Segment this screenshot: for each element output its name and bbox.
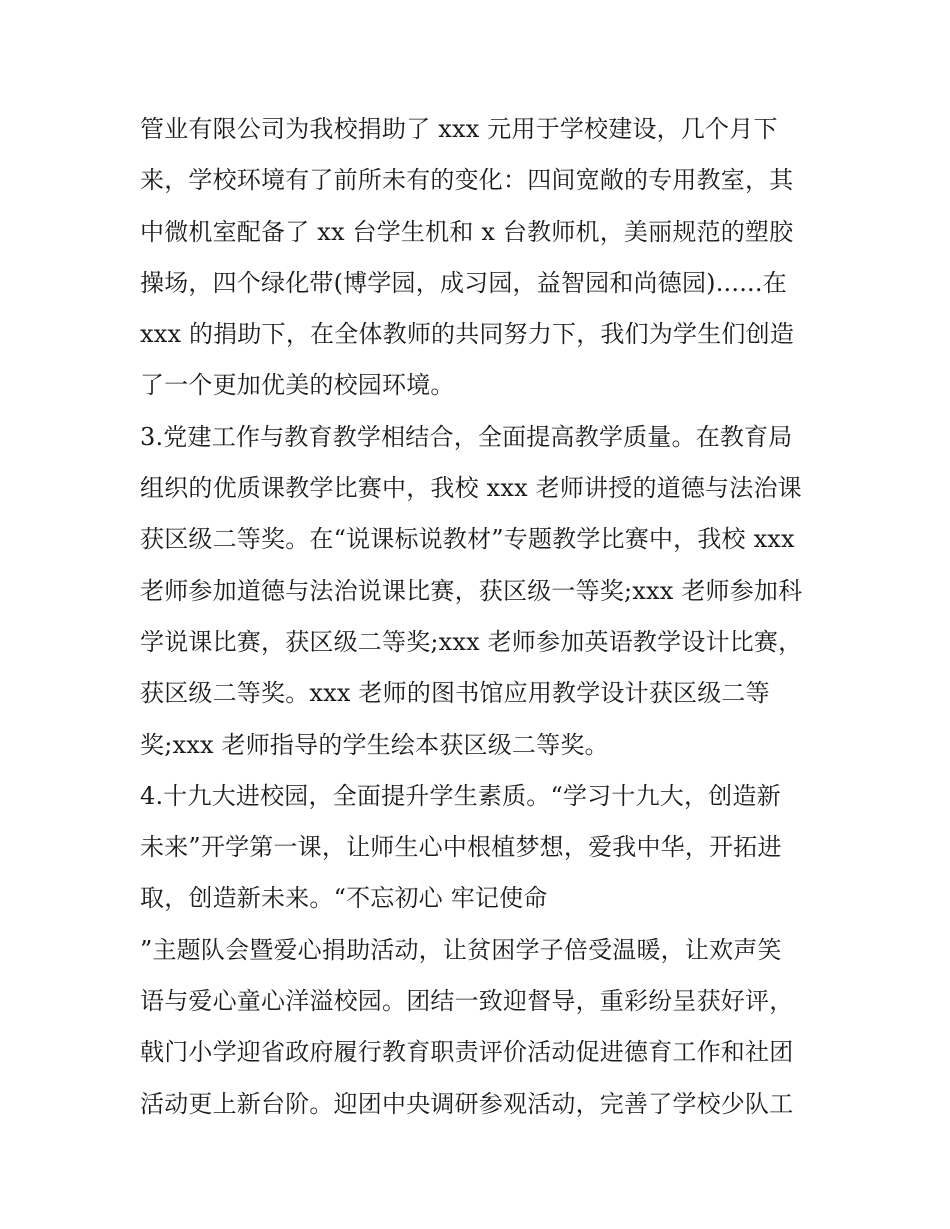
document-body [140,104,820,1130]
text-line: 语与爱心童心洋溢校园。团结一致迎督导，重彩纷呈获好评， [140,987,794,1016]
text-line: 管业有限公司为我校捐助了 xxx 元用于学校建设，几个月下 [140,115,778,143]
text-line: 活动更上新台阶。迎团中央调研参观活动，完善了学校少队工 [140,1089,794,1118]
text-line: 戟门小学迎省政府履行教育职责评价活动促进德育工作和社团 [140,1038,794,1067]
section-heading-line: 4.十九大进校园，全面提升学生素质。“学习十九大，创造新 [140,781,781,810]
text-line: 操场，四个绿化带(博学园，成习园，益智园和尚德园)......在 [140,268,787,297]
text-line: 学说课比赛，获区级二等奖;xxx 老师参加英语教学设计比赛， [140,627,803,656]
text-line: 获区级二等奖。xxx 老师的图书馆应用教学设计获区级二等 [140,679,770,708]
text-line: 奖;xxx 老师指导的学生绘本获区级二等奖。 [140,730,609,759]
text-line: 了一个更加优美的校园环境。 [140,371,455,400]
text-line: 中微机室配备了 xx 台学生机和 x 台教师机，美丽规范的塑胶 [140,217,794,246]
section-heading-line: 3.党建工作与教育教学相结合，全面提高教学质量。在教育局 [140,422,793,451]
text-line: 取，创造新未来。“不忘初心 牢记使命 [140,884,548,913]
text-line: ”主题队会暨爱心捐助活动，让贫困学子倍受温暖，让欢声笑 [140,935,782,964]
text-line: 获区级二等奖。在“说课标说教材”专题教学比赛中，我校 xxx [140,525,795,554]
text-line: 来，学校环境有了前所未有的变化：四间宽敞的专用教室，其 [140,166,794,195]
text-line: xxx 的捐助下，在全体教师的共同努力下，我们为学生们创造 [140,320,795,349]
text-line: 老师参加道德与法治说课比赛，获区级一等奖;xxx 老师参加科 [140,576,803,605]
text-line: 组织的优质课教学比赛中，我校 xxx 老师讲授的道德与法治课 [140,474,802,503]
text-line: 未来”开学第一课，让师生心中根植梦想，爱我中华，开拓进 [140,833,782,862]
